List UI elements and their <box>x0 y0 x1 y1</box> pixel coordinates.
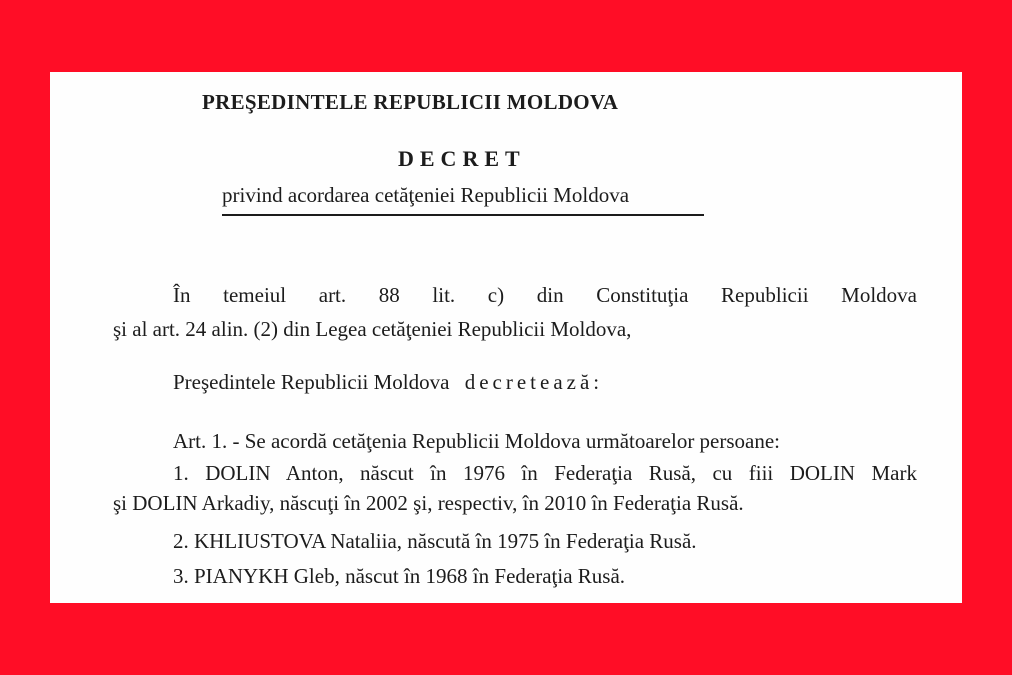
issuer-heading: PREŞEDINTELE REPUBLICII MOLDOVA <box>202 90 619 114</box>
article-1: Art. 1. - Se acordă cetăţenia Republicii Moldova următoarelor persoane: <box>173 429 781 453</box>
decree-verb: decretează: <box>464 370 604 394</box>
document-title: DECRET <box>398 146 526 171</box>
list-item-2: 2. KHLIUSTOVA Nataliia, născută în 1975 în Federaţia Rusă. <box>173 529 697 553</box>
decree-intro-text: Preşedintele Republicii Moldova <box>173 370 450 394</box>
subtitle-underline <box>222 214 704 216</box>
legal-basis-line-2: şi al art. 24 alin. (2) din Legea cetăţeniei Republicii Moldova, <box>113 317 632 341</box>
list-item-3: 3. PIANYKH Gleb, născut în 1968 în Federaţia Rusă. <box>173 564 626 588</box>
decree-intro <box>173 369 603 395</box>
document-subtitle: privind acordarea cetăţeniei Republicii Moldova <box>222 183 630 207</box>
list-item-1-line-1: 1. DOLIN Anton, născut în 1976 în Federaţia Rusă, cu fiii DOLIN Mark <box>173 461 917 485</box>
legal-basis-line-1: În temeiul art. 88 lit. c) din Constituţia Republicii Moldova <box>173 283 917 307</box>
list-item-1-line-2: şi DOLIN Arkadiy, născuţi în 2002 şi, respectiv, în 2010 în Federaţia Rusă. <box>113 491 744 515</box>
decree-page <box>50 72 962 603</box>
